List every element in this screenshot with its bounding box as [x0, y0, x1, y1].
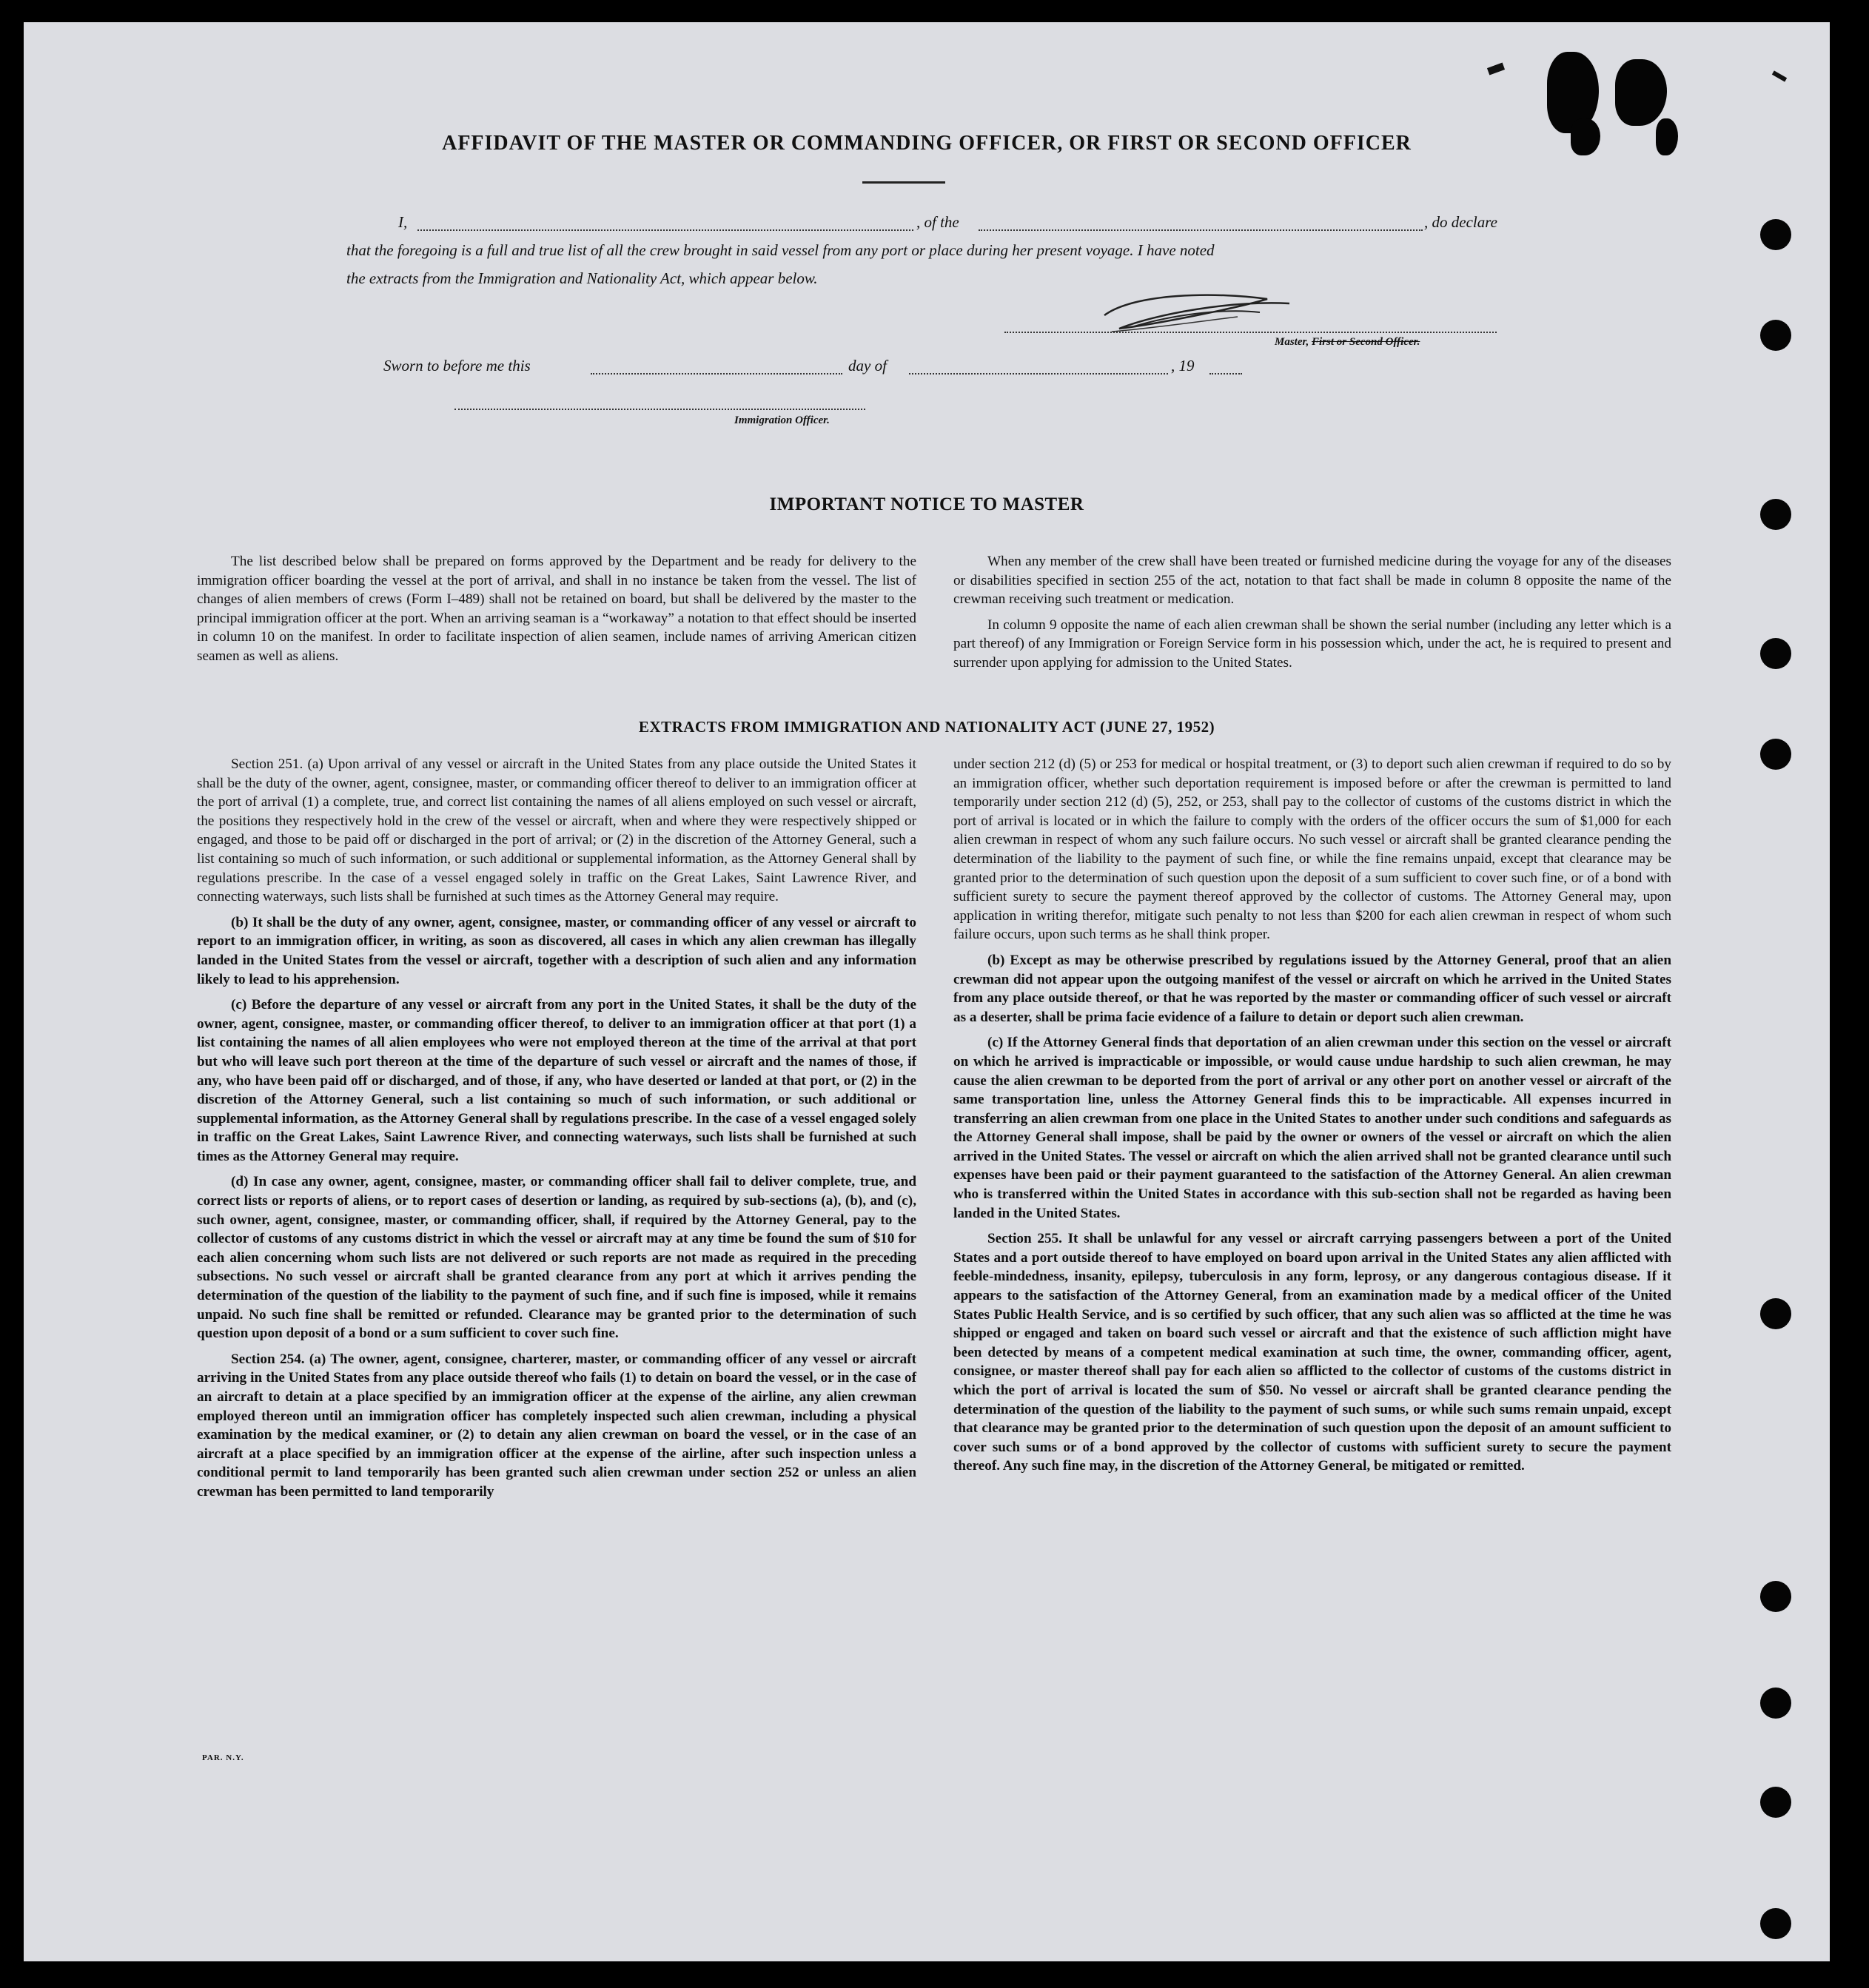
scan-speck [1487, 63, 1505, 75]
immigration-officer-line [454, 409, 865, 410]
binder-hole [1760, 739, 1791, 770]
section-251-d: (d) In case any owner, agent, consignee, master, or commanding officer shall fail to deliver complete, true, and correct lists or reports of aliens, or to report cases of desertion or landing, as required by sub-sections (a), (b), and (c), such owner, agent, consignee, master, or commanding officer, shall, if required by the Attorney General, pay to the collector of customs of any customs district in which the vessel or aircraft may at any time be found the sum of $10 for each alien concerning whom such lists are not delivered or such reports are not made as required in the preceding subsections. No such vessel or aircraft shall be granted clearance from any port at which it arrives pending the determination of the question of the liability to the payment of such fine, and if such fine is imposed, while it remains unpaid. No such fine shall be remitted or refunded. Clearance may be granted prior to the determination of such question upon deposit of a bond or a sum sufficient to cover such fine. [197, 1174, 916, 1342]
notice-right-paragraph-2: In column 9 opposite the name of each alien crewman shall be shown the serial number (including any letter which is a part thereof) of any Immigration or Foreign Service form in his possession which, under the act, he is required to present and surrender upon applying for admission to the United States. [953, 617, 1671, 671]
section-251-c: (c) Before the departure of any vessel or aircraft from any port in the United States, it shall be the duty of the owner, agent, consignee, master, or commanding officer thereof, to deliver to an immigration officer at that port (1) a list containing the names of all alien employees who were not employed thereon at the time of the arrival at that port but who will leave such port thereon at the time of the departure of such vessel or aircraft and the names of those, if any, who have been paid off or discharged, and of those, if any, who have deserted or landed at that port, or (2) in the discretion of the Attorney General, such a list containing so much of such information, or such additional or supplemental information, as the Attorney General shall by regulations prescribe. In the case of a vessel engaged solely in traffic on the Great Lakes, Saint Lawrence River, and connecting waterways, such lists shall be furnished at such times as the Attorney General may require. [197, 997, 916, 1164]
day-of-label: day of [848, 357, 887, 375]
binder-hole [1760, 1298, 1791, 1329]
immigration-officer-caption: Immigration Officer. [734, 414, 830, 426]
section-254-a: Section 254. (a) The owner, agent, consignee, charterer, master, or commanding officer of any vessel or aircraft arriving in the United States from any place outside thereof who fails (1) to detain on board the vessel, or in the case of an aircraft to detain at a place specified by an immigration officer at the expense of the airline, any alien crewman employed thereon until an immigration officer has completely inspected such alien crewman, including a physical examination by the medical examiner, or (2) to detain any alien crewman on board the vessel, or in the case of an aircraft at a place specified by an immigration officer at the expense of the airline, after such inspection unless a conditional permit to land temporarily has been granted such alien crewman under section 252 or unless an alien crewman has been permitted to land temporarily [197, 1351, 916, 1500]
affidavit-i-label: I, [398, 213, 408, 231]
year-line [1209, 373, 1242, 375]
binder-hole [1760, 219, 1791, 250]
extracts-right-column [953, 755, 1671, 1482]
caption-master: Master, [1275, 336, 1309, 348]
notice-right-paragraph-1: When any member of the crew shall have been treated or furnished medicine during the voyage for any of the diseases or disabilities specified in section 255 of the act, notation to that fact shall be made in column 8 opposite the name of the crewman receiving such treatment or medication. [953, 554, 1671, 608]
affidavit-of-the-label: , of the [916, 213, 959, 231]
affidavit-line-3: the extracts from the Immigration and Nationality Act, which appear below. [346, 269, 818, 287]
extracts-left-column [197, 755, 916, 1508]
binder-hole [1760, 1908, 1791, 1939]
binder-hole [1760, 1688, 1791, 1719]
sworn-day-line [591, 373, 842, 375]
printer-code: PAR. N.Y. [202, 1753, 244, 1762]
signature-caption [1275, 336, 1420, 349]
section-254-a-continued: under section 212 (d) (5) or 253 for medical or hospital treatment, or (3) to deport such alien crewman if required to do so by an immigration officer, whether such deportation requirement is imposed before or after the crewman is permitted to land temporarily under section 212 (d) (5), 252, or 253, shall pay to the collector of customs of the customs district in which the port of arrival is located or in which the failure to comply with the orders of the officer occurs the sum of $1,000 for each alien crewman in respect of whom any such failure occurs. No such vessel or aircraft shall be granted clearance pending the determination of the liability to the payment of such fine, or while the fine remains unpaid, except that clearance may be granted prior to the determination of such question upon the deposit of a sum sufficient to cover such fine, or of a bond with sufficient surety to secure the payment thereof approved by the collector of customs. The Attorney General may, upon application in writing therefor, mitigate such penalty to not less than $200 for each alien crewman in respect of whom such failure occurs, upon such terms as he shall think proper. [953, 756, 1671, 943]
binder-hole [1760, 320, 1791, 351]
torn-corner-mark [1615, 59, 1667, 126]
notice-left-paragraph: The list described below shall be prepared on forms approved by the Department and be ready for delivery to the immigration officer boarding the vessel at the port of arrival, and shall in no instance be taken from the vessel. The list of changes of alien members of crews (Form I–489) shall not be retained on board, but shall be delivered by the master to the principal immigration officer at the port. When an arriving seaman is a “workaway” a notation to that effect should be inserted in column 10 on the manifest. In order to facilitate inspection of alien seamen, include names of arriving American citizen seamen as well as aliens. [197, 554, 916, 664]
affidavit-do-declare-label: , do declare [1424, 213, 1497, 231]
scan-speck [1772, 70, 1787, 81]
extracts-heading: EXTRACTS FROM IMMIGRATION AND NATIONALITY ACT (JUNE 27, 1952) [638, 718, 1215, 736]
master-name-line [417, 229, 913, 231]
signature-line [1004, 332, 1497, 333]
sworn-label: Sworn to before me this [383, 357, 531, 375]
section-255: Section 255. It shall be unlawful for any vessel or aircraft carrying passengers between a port of the United States and a port outside thereof to have employed on board upon arrival in the United States any alien afflicted with feeble-mindedness, insanity, epilepsy, tuberculosis in any form, leprosy, or any dangerous contagious disease. If it appears to the satisfaction of the Attorney General, from an examination made by a medical officer of the United States Public Health Service, and is so certified by such officer, that any such alien was so afflicted at the time he was shipped or engaged and taken on board such vessel or aircraft and that the existence of such affliction might have been detected by means of a competent medical examination at such time, the owner, commanding officer, agent, consignee, or master thereof shall pay for each alien so afflicted to the collector of customs of the customs district in which the port of arrival is located the sum of $50. No vessel or aircraft shall be granted clearance pending the determination of the question of the liability to the payment of such sums, or while such sums remain unpaid, except that clearance may be granted prior to the determination of such question upon the deposit of an amount sufficient to cover such sums or of a bond approved by the collector of customs with sufficient surety to secure the payment thereof. Any such fine may, in the discretion of the Attorney General, be mitigated or remitted. [953, 1231, 1671, 1474]
vessel-name-line [979, 229, 1423, 231]
section-254-b: (b) Except as may be otherwise prescribed by regulations issued by the Attorney General, proof that an alien crewman did not appear upon the outgoing manifest of the vessel or aircraft on which he arrived in the United States from any place outside thereof, or that he was reported by the master or commanding officer of such vessel or aircraft as a deserter, shall be prima facie evidence of a failure to detain or deport such alien crewman. [953, 952, 1671, 1025]
binder-hole [1760, 1787, 1791, 1818]
notice-heading: IMPORTANT NOTICE TO MASTER [769, 494, 1084, 514]
binder-hole [1760, 1581, 1791, 1612]
form-page [24, 22, 1830, 1961]
notice-right-column [953, 552, 1671, 679]
binder-hole [1760, 638, 1791, 669]
title-underline [862, 181, 945, 184]
notice-left-column [197, 552, 916, 673]
sworn-month-line [909, 373, 1168, 375]
section-254-c: (c) If the Attorney General finds that deportation of an alien crewman under this section on the vessel or aircraft on which he arrived is impracticable or impossible, or would cause undue hardship to such alien crewman, he may cause the alien crewman to be deported from the port of arrival or any other port on another vessel or aircraft of the same transportation line, unless the Attorney General finds this to be impracticable. All expenses incurred in transferring an alien crewman from one place in the United States to another under such conditions and safeguards as the Attorney General shall impose, shall be paid by the owner or owners of the vessel or aircraft on which the alien arrived in the United States. The vessel or aircraft on which the alien arrived shall not be granted clearance until such expenses have been paid or their payment guaranteed to the satisfaction of the Attorney General. An alien crewman who is transferred within the United States in accordance with this sub-section shall not be regarded as having been landed in the United States. [953, 1035, 1671, 1221]
section-251-a: Section 251. (a) Upon arrival of any vessel or aircraft in the United States from any place outside the United States it shall be the duty of the owner, agent, consignee, master, or commanding officer thereof to deliver to an immigration officer at the port of arrival (1) a complete, true, and correct list containing the names of all aliens employed on such vessel or aircraft, the positions they respectively hold in the crew of the vessel or aircraft, when and where they were respectively shipped or engaged, and those to be paid off or discharged in the port of arrival; or (2) in the discretion of the Attorney General, such a list containing so much of such information, or such additional or supplemental information, as the Attorney General shall by regulations prescribe. In the case of a vessel engaged solely in traffic on the Great Lakes, Saint Lawrence River, and connecting waterways, such lists shall be furnished at such times as the Attorney General may require. [197, 756, 916, 905]
affidavit-title: AFFIDAVIT OF THE MASTER OR COMMANDING OFFICER, OR FIRST OR SECOND OFFICER [442, 132, 1412, 155]
year-label: , 19 [1171, 357, 1195, 375]
affidavit-line-2: that the foregoing is a full and true list of all the crew brought in said vessel from any port or place during her present voyage. I have noted [346, 241, 1215, 259]
section-251-b: (b) It shall be the duty of any owner, agent, consignee, master, or commanding officer of any vessel or aircraft to report to an immigration officer, in writing, as soon as discovered, all cases in which any alien crewman has illegally landed in the United States from the vessel or aircraft, together with a description of such alien and any information likely to lead to his apprehension. [197, 914, 916, 987]
caption-struck-officer: First or Second Officer. [1312, 336, 1420, 348]
